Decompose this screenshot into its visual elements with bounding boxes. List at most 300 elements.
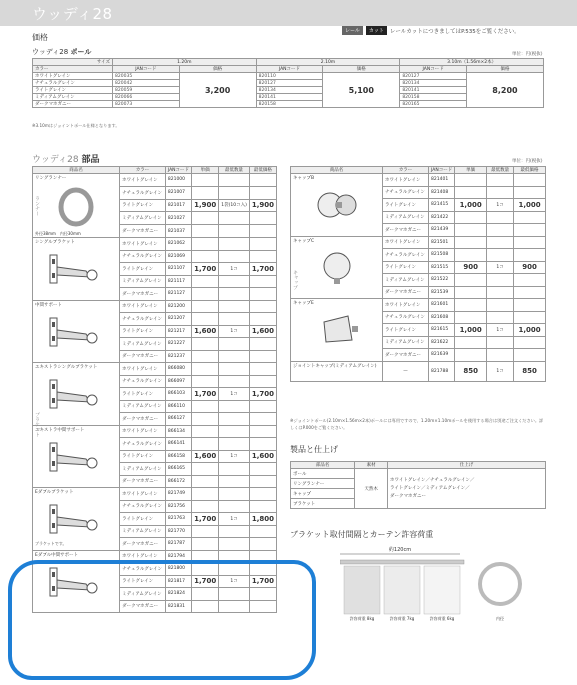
col-jan: JANコード	[165, 167, 191, 174]
part-color: ナチュラルグレイン	[120, 186, 166, 199]
part-color: ナチュラルグレイン	[120, 563, 166, 576]
unit-price: 900	[455, 261, 487, 274]
rail-cut-note	[342, 26, 520, 35]
left-row	[33, 488, 277, 501]
part-color: ライトグレイン	[120, 263, 166, 276]
pole-footnote: ※3.10mはジョイントポール仕様となります。	[32, 123, 120, 128]
part-color: ダークマホガニー	[383, 286, 429, 299]
left-parts-table	[32, 166, 277, 613]
part-jan-code: 866103	[165, 388, 191, 401]
part-jan-code: 821608	[429, 311, 455, 324]
empty-cell	[192, 488, 219, 501]
empty-cell	[487, 224, 514, 237]
page-header-bar	[0, 0, 577, 26]
category-cap-label: キャップ	[292, 270, 298, 290]
part-color: ライトグレイン	[383, 324, 429, 337]
empty-cell	[249, 425, 276, 438]
empty-cell	[219, 413, 250, 426]
empty-cell	[192, 338, 219, 351]
unit-price: 1,600	[192, 450, 219, 463]
finish-line: ダークマホガニー	[389, 493, 426, 499]
empty-cell	[192, 525, 219, 538]
finish-part: リングランナー	[291, 479, 355, 489]
category-bracket-label: ブラケット	[34, 412, 40, 437]
part-jan-code: 821515	[429, 261, 455, 274]
min-price: 1,700	[249, 263, 276, 276]
empty-cell	[192, 275, 219, 288]
empty-cell	[249, 475, 276, 488]
part-color: ホワイトグレイン	[120, 300, 166, 313]
min-price: 1,700	[249, 388, 276, 401]
min-qty: 1コ	[219, 513, 250, 526]
empty-cell	[514, 311, 546, 324]
empty-cell	[219, 500, 250, 513]
min-qty: 1コ	[487, 324, 514, 337]
part-color: ライトグレイン	[120, 325, 166, 338]
empty-cell	[455, 236, 487, 249]
right-row	[291, 174, 546, 187]
left-cell	[33, 363, 120, 426]
empty-cell	[514, 211, 546, 224]
jan-code: 820134	[256, 87, 323, 94]
right-cell	[291, 236, 383, 299]
part-jan-code: 821200	[165, 300, 191, 313]
jan-header: JANコード	[256, 66, 323, 73]
cap-icon	[293, 185, 380, 225]
part-jan-code: 866134	[165, 425, 191, 438]
ring-label: 内径	[496, 616, 504, 621]
col-product-name: 商品名	[33, 167, 120, 174]
pole-title-suffix: ポール	[70, 48, 92, 56]
part-jan-code: 821408	[429, 186, 455, 199]
jan-code: 820127	[256, 80, 323, 87]
empty-cell	[249, 488, 276, 501]
pole-color-header: カラー	[33, 66, 113, 73]
cut-badge: カット	[366, 26, 387, 35]
part-jan-code: 821217	[165, 325, 191, 338]
part-jan-code: 821007	[165, 186, 191, 199]
empty-cell	[487, 186, 514, 199]
pole-color: ライトグレイン	[33, 87, 113, 94]
curtain-panel	[344, 566, 380, 614]
parts-title-suffix: 部品	[81, 155, 100, 165]
pole-drawing	[340, 560, 464, 564]
part-color: ミディアムグレイン	[120, 463, 166, 476]
empty-cell	[219, 363, 250, 376]
part-color: ダークマホガニー	[120, 225, 166, 238]
joint-cap-color: —	[383, 361, 429, 381]
part-jan-code: 866141	[165, 438, 191, 451]
price-header: 価格	[179, 66, 256, 73]
part-jan-code: 821639	[429, 349, 455, 362]
load-label: 許容荷重 6kg	[429, 616, 455, 621]
min-qty: 1コ	[219, 263, 250, 276]
min-price: 1,600	[249, 325, 276, 338]
part-color: ナチュラルグレイン	[383, 311, 429, 324]
jan-code: 820035	[113, 73, 180, 80]
right-row	[291, 299, 546, 312]
empty-cell	[192, 538, 219, 551]
unit-price: 1,000	[455, 199, 487, 212]
category-runner-label: ランナー	[34, 196, 40, 216]
part-jan-code: 821522	[429, 274, 455, 287]
empty-cell	[219, 250, 250, 263]
parts-title-prefix: ウッディ28	[32, 155, 79, 165]
part-color: ホワイトグレイン	[383, 236, 429, 249]
right-name: キャップC	[293, 238, 315, 244]
pole-color: ホワイトグレイン	[33, 73, 113, 80]
jan-code: 820073	[113, 101, 180, 108]
part-color: ライトグレイン	[120, 388, 166, 401]
part-color: ホワイトグレイン	[120, 550, 166, 563]
empty-cell	[219, 225, 250, 238]
empty-cell	[219, 300, 250, 313]
part-jan-code: 821824	[165, 588, 191, 601]
empty-cell	[514, 299, 546, 312]
part-color: ライトグレイン	[120, 199, 166, 212]
col-color: カラー	[120, 167, 166, 174]
empty-cell	[514, 236, 546, 249]
left-name: エキストラ中間サポート	[35, 427, 85, 433]
finish-col-material: 素材	[355, 462, 388, 469]
part-color: ナチュラルグレイン	[383, 186, 429, 199]
empty-cell	[192, 475, 219, 488]
empty-cell	[455, 349, 487, 362]
spacing-label: 約120cm	[388, 547, 412, 553]
right-parts-table	[290, 166, 546, 382]
empty-cell	[219, 538, 250, 551]
part-color: ダークマホガニー	[120, 288, 166, 301]
empty-cell	[249, 538, 276, 551]
part-jan-code: 821831	[165, 600, 191, 613]
jan-header: JANコード	[400, 66, 467, 73]
left-name: エキストラシングルブラケット	[35, 365, 98, 370]
part-color: ダークマホガニー	[383, 349, 429, 362]
empty-cell	[455, 211, 487, 224]
empty-cell	[219, 186, 250, 199]
part-jan-code: 821615	[429, 324, 455, 337]
finish-table	[290, 461, 546, 509]
empty-cell	[249, 288, 276, 301]
part-jan-code: 866158	[165, 450, 191, 463]
part-jan-code: 866165	[165, 463, 191, 476]
empty-cell	[192, 186, 219, 199]
unit-price: 1,000	[455, 324, 487, 337]
size-3-header: 3.10m（1.56m×2本）	[400, 59, 544, 66]
jan-code: 820042	[113, 80, 180, 87]
empty-cell	[192, 313, 219, 326]
empty-cell	[249, 463, 276, 476]
jan-code: 820141	[400, 87, 467, 94]
left-name: シングルブラケット	[35, 240, 75, 245]
empty-cell	[192, 363, 219, 376]
min-price: 1,700	[249, 575, 276, 588]
part-jan-code: 821787	[165, 538, 191, 551]
part-jan-code: 821749	[165, 488, 191, 501]
left-cell	[33, 300, 120, 363]
pole-unit-label: 単位：円(税抜)	[512, 52, 543, 57]
part-color: ナチュラルグレイン	[120, 375, 166, 388]
part-jan-code: 821062	[165, 238, 191, 251]
part-jan-code: 821127	[165, 288, 191, 301]
right-name: キャップE	[293, 301, 314, 306]
joint-cap-code: 821788	[429, 361, 455, 381]
part-jan-code: 866097	[165, 375, 191, 388]
col-unit-price: 単価	[192, 167, 219, 174]
empty-cell	[455, 286, 487, 299]
empty-cell	[249, 313, 276, 326]
part-color: ダークマホガニー	[120, 475, 166, 488]
price-section-title: 価格	[32, 33, 48, 42]
pole-price-2: 5,100	[323, 73, 400, 108]
part-jan-code: 821227	[165, 338, 191, 351]
part-color: ホワイトグレイン	[120, 363, 166, 376]
empty-cell	[219, 425, 250, 438]
empty-cell	[455, 174, 487, 187]
part-jan-code: 821037	[165, 225, 191, 238]
part-jan-code: 821800	[165, 563, 191, 576]
bracket-icon	[35, 437, 117, 477]
empty-cell	[219, 288, 250, 301]
empty-cell	[487, 274, 514, 287]
empty-cell	[249, 525, 276, 538]
part-jan-code: 821439	[429, 224, 455, 237]
empty-cell	[249, 400, 276, 413]
empty-cell	[192, 413, 219, 426]
empty-cell	[487, 286, 514, 299]
min-qty: 1コ	[487, 261, 514, 274]
parts-section-title	[32, 152, 99, 165]
unit-price: 1,700	[192, 513, 219, 526]
part-color: ミディアムグレイン	[120, 338, 166, 351]
part-color: ダークマホガニー	[120, 413, 166, 426]
part-jan-code: 821817	[165, 575, 191, 588]
joint-cap-name: ジョイントキャップ(ミディアムグレイン)	[291, 361, 383, 381]
empty-cell	[219, 438, 250, 451]
empty-cell	[219, 375, 250, 388]
part-color: ライトグレイン	[120, 513, 166, 526]
empty-cell	[514, 274, 546, 287]
pole-price-1: 3,200	[179, 73, 256, 108]
parts-unit-label: 単位：円(税抜)	[512, 159, 543, 164]
part-jan-code: 821794	[165, 550, 191, 563]
empty-cell	[219, 400, 250, 413]
part-color: ナチュラルグレイン	[120, 500, 166, 513]
jan-code: 820127	[400, 73, 467, 80]
jan-code: 820158	[256, 101, 323, 108]
pole-price-table	[32, 58, 544, 108]
empty-cell	[455, 299, 487, 312]
part-jan-code: 821027	[165, 212, 191, 225]
part-color: ホワイトグレイン	[383, 174, 429, 187]
jan-code: 820110	[256, 73, 323, 80]
empty-cell	[249, 174, 276, 187]
left-row	[33, 425, 277, 438]
part-jan-code: 821422	[429, 211, 455, 224]
empty-cell	[219, 212, 250, 225]
cap-icon	[293, 248, 380, 288]
bracket-icon	[35, 312, 117, 352]
part-jan-code: 821756	[165, 500, 191, 513]
part-jan-code: 821207	[165, 313, 191, 326]
empty-cell	[249, 500, 276, 513]
empty-cell	[514, 349, 546, 362]
col-min-price: 最低価格	[514, 167, 546, 174]
empty-cell	[249, 375, 276, 388]
part-color: ミディアムグレイン	[120, 525, 166, 538]
empty-cell	[249, 300, 276, 313]
unit-price: 1,700	[192, 388, 219, 401]
price-header: 価格	[466, 66, 543, 73]
empty-cell	[219, 475, 250, 488]
part-jan-code: 866110	[165, 400, 191, 413]
curtain-panel	[424, 566, 460, 614]
page-title: ウッディ28	[32, 5, 113, 23]
part-jan-code: 821501	[429, 236, 455, 249]
part-jan-code: 821539	[429, 286, 455, 299]
left-row	[33, 300, 277, 313]
bracket-icon	[35, 249, 117, 289]
empty-cell	[514, 174, 546, 187]
empty-cell	[192, 288, 219, 301]
jan-code: 820165	[400, 101, 467, 108]
empty-cell	[249, 225, 276, 238]
col-product-name: 商品名	[291, 167, 383, 174]
empty-cell	[219, 525, 250, 538]
empty-cell	[514, 224, 546, 237]
empty-cell	[487, 311, 514, 324]
ring-runner-drawing	[480, 564, 520, 604]
diagram-section-title: ブラケット取付間隔とカーテン許容荷重	[290, 530, 434, 539]
part-color: ミディアムグレイン	[383, 336, 429, 349]
empty-cell	[249, 212, 276, 225]
jan-code: 820059	[113, 87, 180, 94]
part-jan-code: 821069	[165, 250, 191, 263]
empty-cell	[219, 174, 250, 187]
size-1-header: 1.20m	[113, 59, 257, 66]
part-color: ホワイトグレイン	[120, 488, 166, 501]
highlight-circle	[8, 560, 316, 680]
part-color: ダークマホガニー	[383, 224, 429, 237]
left-row	[33, 363, 277, 376]
left-cell	[33, 425, 120, 488]
cut-note-text: レールカットにつきましてはP.535をご覧ください。	[389, 28, 520, 35]
part-color: ミディアムグレイン	[120, 588, 166, 601]
left-cell	[33, 488, 120, 551]
min-price: 1,000	[514, 199, 546, 212]
jan-code: 820066	[113, 94, 180, 101]
min-price: 1,900	[249, 199, 276, 212]
unit-price: 1,700	[192, 263, 219, 276]
jan-code: 820134	[400, 80, 467, 87]
finish-line: ライトグレイン／ミディアムグレイン／	[389, 485, 470, 491]
pole-size-header: サイズ	[33, 59, 113, 66]
part-jan-code: 821401	[429, 174, 455, 187]
empty-cell	[249, 413, 276, 426]
part-color: ミディアムグレイン	[383, 211, 429, 224]
finish-part: ブラケット	[291, 499, 355, 509]
empty-cell	[514, 186, 546, 199]
empty-cell	[455, 311, 487, 324]
left-note: ブラケットです。	[35, 541, 67, 546]
pole-title-prefix: ウッディ28	[32, 48, 69, 56]
left-name: 中間サポート	[35, 302, 62, 308]
part-jan-code: 821622	[429, 336, 455, 349]
part-color: ホワイトグレイン	[120, 174, 166, 187]
part-jan-code: 821237	[165, 350, 191, 363]
part-jan-code: 866127	[165, 413, 191, 426]
part-color: ホワイトグレイン	[120, 238, 166, 251]
ring-runner-icon	[35, 185, 117, 229]
empty-cell	[487, 174, 514, 187]
part-color: ダークマホガニー	[120, 600, 166, 613]
pole-color: ミディアムグレイン	[33, 94, 113, 101]
col-unit-price: 単価	[455, 167, 487, 174]
empty-cell	[219, 238, 250, 251]
finish-part: キャップ	[291, 489, 355, 499]
part-color: ライトグレイン	[120, 450, 166, 463]
empty-cell	[249, 275, 276, 288]
part-color: ダークマホガニー	[120, 538, 166, 551]
cap-icon	[293, 310, 380, 350]
empty-cell	[487, 236, 514, 249]
empty-cell	[192, 400, 219, 413]
left-row	[33, 238, 277, 251]
part-color: ホワイトグレイン	[383, 299, 429, 312]
min-qty: 1コ	[219, 450, 250, 463]
joint-cap-row	[291, 361, 546, 381]
part-color: ミディアムグレイン	[383, 274, 429, 287]
unit-price: 1,600	[192, 325, 219, 338]
right-cell	[291, 174, 383, 237]
part-color: ミディアムグレイン	[120, 275, 166, 288]
empty-cell	[249, 338, 276, 351]
left-cell	[33, 174, 120, 238]
pole-color: ダークマホガニー	[33, 101, 113, 108]
joint-cap-qty: 1コ	[487, 361, 514, 381]
left-cell	[33, 238, 120, 301]
empty-cell	[249, 363, 276, 376]
empty-cell	[455, 186, 487, 199]
empty-cell	[514, 286, 546, 299]
part-color: ライトグレイン	[120, 575, 166, 588]
right-name: キャップB	[293, 176, 315, 181]
right-row	[291, 236, 546, 249]
empty-cell	[192, 238, 219, 251]
bracket-icon	[35, 374, 117, 414]
left-name: Eダブルブラケット	[35, 490, 74, 495]
price-header: 価格	[323, 66, 400, 73]
min-qty: 1コ	[219, 575, 250, 588]
part-jan-code: 821017	[165, 199, 191, 212]
empty-cell	[192, 350, 219, 363]
part-color: ナチュラルグレイン	[120, 313, 166, 326]
part-jan-code: 821415	[429, 199, 455, 212]
part-color: ライトグレイン	[383, 199, 429, 212]
part-color: ナチュラルグレイン	[120, 438, 166, 451]
left-name: Eダブル中間サポート	[35, 552, 79, 558]
joint-cap-price: 850	[455, 361, 487, 381]
empty-cell	[487, 336, 514, 349]
finish-section-title: 製品と仕上げ	[290, 445, 338, 454]
empty-cell	[455, 249, 487, 262]
finish-line: ホワイトグレイン／ナチュラルグレイン／	[389, 477, 475, 483]
empty-cell	[487, 249, 514, 262]
empty-cell	[219, 275, 250, 288]
empty-cell	[192, 225, 219, 238]
empty-cell	[514, 249, 546, 262]
col-min-price: 最低価格	[249, 167, 276, 174]
